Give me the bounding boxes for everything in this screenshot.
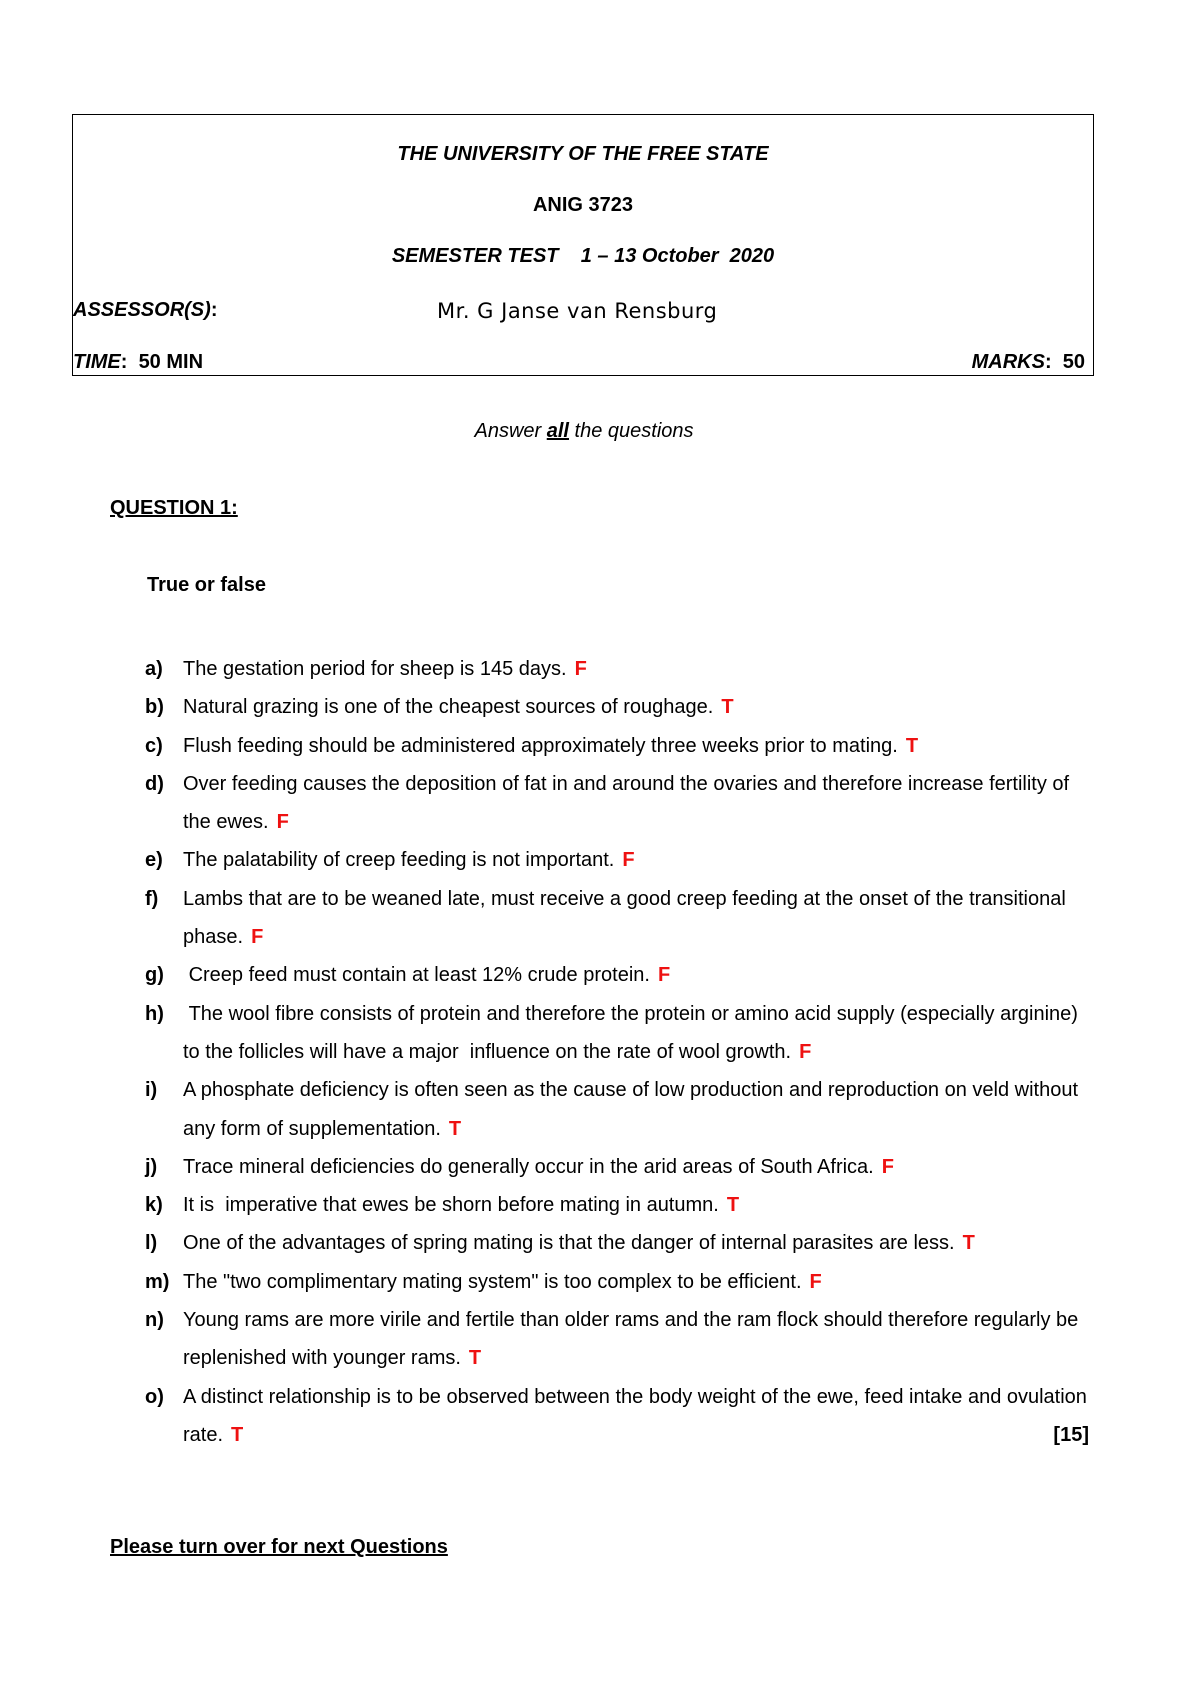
- answer-mark: F: [622, 849, 635, 872]
- university-title: THE UNIVERSITY OF THE FREE STATE: [397, 143, 769, 165]
- item-text: Flush feeding should be administered approximately three weeks prior to mating.: [183, 734, 898, 757]
- assessor-name: Mr. G Janse van Rensburg: [437, 299, 718, 323]
- instruction-after: the questions: [568, 420, 694, 442]
- item-letter: b): [145, 696, 164, 719]
- item-letter: d): [145, 772, 164, 795]
- marks-label: MARKS: [971, 351, 1045, 373]
- item-text: The wool fibre consists of protein and therefore the protein or amino acid supply (especially arginine) to the follicles will have a major influence on the rate of wool growth.: [183, 1002, 1084, 1063]
- answer-mark: T: [448, 1117, 462, 1140]
- assessor-row: ASSESSOR(S):: [73, 299, 218, 321]
- item-letter: j): [145, 1155, 158, 1178]
- item-letter: m): [145, 1270, 170, 1293]
- answer-mark: T: [231, 1423, 244, 1446]
- list-item: [145, 880, 1095, 957]
- list-item: [145, 1378, 1095, 1455]
- item-text: The palatability of creep feeding is not important.: [183, 849, 615, 872]
- instruction-emphasis: all: [546, 420, 569, 442]
- answer-mark: F: [574, 658, 587, 680]
- answer-mark: F: [809, 1270, 822, 1293]
- course-code: ANIG 3723: [532, 194, 634, 216]
- answer-mark: T: [721, 696, 734, 719]
- answer-mark: T: [468, 1347, 482, 1370]
- item-text: Young rams are more virile and fertile than older rams and the ram flock should therefore regularly be replenished with younger rams.: [183, 1309, 1084, 1370]
- answer-mark: F: [251, 926, 264, 949]
- marks-row: MARKS: 50: [971, 351, 1085, 373]
- item-text: A phosphate deficiency is often seen as the cause of low production and reproduction on veld without any form of supplementation.: [183, 1079, 1084, 1140]
- list-item: [145, 765, 1095, 842]
- answer-mark: T: [962, 1232, 975, 1255]
- answer-mark: T: [726, 1194, 740, 1217]
- time-label: TIME: [73, 351, 121, 373]
- marks-value: 50: [1062, 351, 1085, 373]
- answer-mark: T: [905, 734, 919, 757]
- item-text: The "two complimentary mating system" is too complex to be efficient.: [183, 1270, 802, 1293]
- item-text: Lambs that are to be weaned late, must receive a good creep feeding at the onset of the transitional phase.: [183, 887, 1072, 949]
- item-letter: a): [145, 658, 163, 680]
- instruction-before: Answer: [474, 420, 547, 442]
- item-letter: k): [145, 1194, 163, 1217]
- item-letter: i): [145, 1079, 158, 1102]
- answer-mark: F: [657, 964, 671, 987]
- list-item: [145, 727, 1095, 765]
- list-item: [145, 1224, 1095, 1262]
- item-letter: e): [145, 849, 163, 872]
- item-letter: o): [145, 1385, 164, 1408]
- item-letter: h): [145, 1002, 164, 1025]
- time-row: TIME: 50 MIN: [73, 351, 204, 373]
- list-item: [145, 1071, 1095, 1148]
- item-letter: g): [145, 964, 164, 987]
- item-text: A distinct relationship is to be observed between the body weight of the ewe, feed intake and ovulation rate.: [183, 1385, 1093, 1446]
- question-total-marks: [15]: [1053, 1423, 1089, 1446]
- item-letter: f): [145, 887, 159, 910]
- test-title: SEMESTER TEST 1 – 13 October 2020: [391, 245, 775, 267]
- question-list: [145, 650, 1095, 1454]
- instruction: [0, 420, 1168, 443]
- list-item: [145, 1301, 1095, 1378]
- list-item: [145, 1263, 1095, 1301]
- list-item: [145, 995, 1095, 1072]
- list-item: [145, 1148, 1095, 1186]
- item-text: Trace mineral deficiencies do generally occur in the arid areas of South Africa.: [183, 1155, 874, 1178]
- item-text: It is imperative that ewes be shorn before mating in autumn.: [183, 1194, 719, 1217]
- question-heading: QUESTION 1:: [110, 497, 238, 519]
- header-box: [72, 114, 1094, 376]
- item-text: Creep feed must contain at least 12% crude protein.: [183, 964, 650, 987]
- item-letter: l): [145, 1232, 158, 1255]
- answer-mark: F: [799, 1040, 812, 1063]
- item-letter: c): [145, 734, 163, 757]
- list-item: [145, 650, 1095, 688]
- item-text: Over feeding causes the deposition of fat in and around the ovaries and therefore increase fertility of the ewes.: [183, 772, 1075, 834]
- list-item: [145, 1186, 1095, 1224]
- answer-mark: F: [881, 1155, 894, 1178]
- answer-mark: F: [276, 811, 289, 834]
- list-item: [145, 688, 1095, 726]
- item-text: One of the advantages of spring mating is that the danger of internal parasites are less.: [183, 1232, 955, 1255]
- item-letter: n): [145, 1309, 164, 1332]
- list-item: [145, 956, 1095, 994]
- time-value: 50 MIN: [138, 351, 204, 373]
- section-title: True or false: [147, 574, 266, 596]
- assessor-label: ASSESSOR(S): [73, 299, 211, 321]
- item-text: Natural grazing is one of the cheapest sources of roughage.: [183, 696, 714, 719]
- list-item: [145, 841, 1095, 879]
- footer-note: Please turn over for next Questions: [110, 1536, 448, 1558]
- item-text: The gestation period for sheep is 145 days.: [183, 658, 567, 680]
